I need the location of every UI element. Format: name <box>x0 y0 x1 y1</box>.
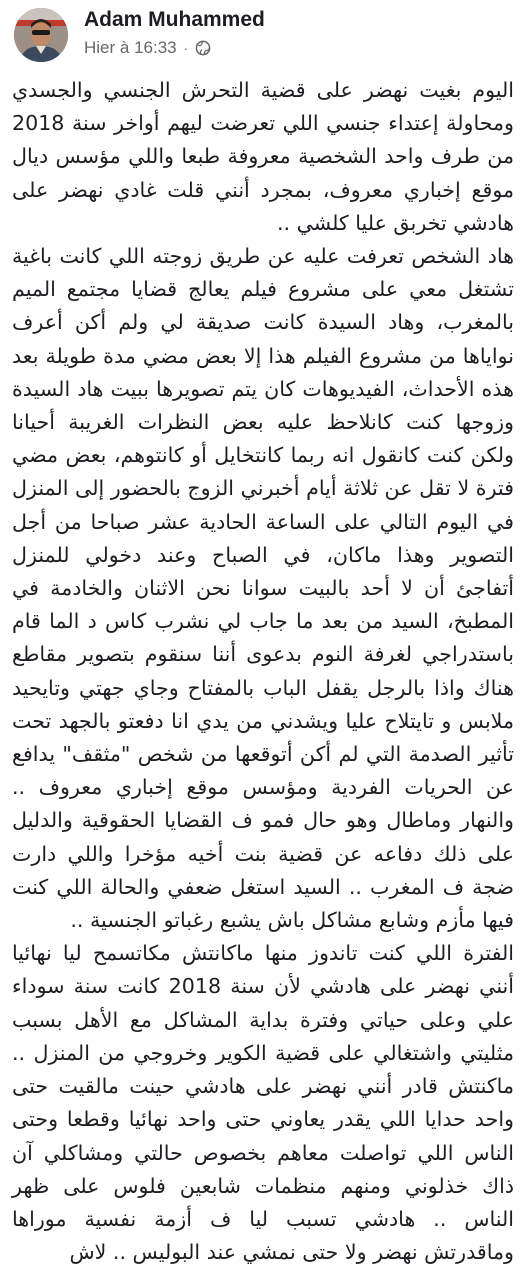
post-header <box>0 0 524 68</box>
post-paragraph: اليوم بغيت نهضر على قضية التحرش الجنسي والجسدي ومحاولة إعتداء جنسي اللي تعرضت ليهم أواخر سنة 2018 من طرف واحد الشخصية معروفة طبعا واللي مؤسس ديال موقع إخباري معروف، بمجرد أنني قلت غادي نهضر على هادشي تخربق عليا كلشي .. <box>12 78 514 235</box>
post-paragraph: الفترة اللي كنت تاندوز منها ماكانتش مكاتسمح ليا نهائيا أنني نهضر على هادشي لأن سنة 2018 كانت سنة سوداء علي وعلى حياتي وفترة بداية المشاكل مع الأهل بسبب مثليتي واشتغالي على قضية الكوير وخروجي من المنزل .. ماكنتش قادر أنني نهضر على هادشي حينت مالقيت حتى واحد حدايا اللي يقدر يعاوني حتى واحد نهائيا وقطعا وحتى الناس اللي تواصلت معاهم بخصوص حالتي ومشاكلي آن ذاك خذلوني ومنهم منظمات شابعين فلوس على ظهر الناس .. هادشي تسبب ليا ف أزمة نفسية موراها وماقدرتش نهضر ولا حتى نمشي عند البوليس .. لاش <box>12 941 514 1265</box>
author-name[interactable]: Adam Muhammed <box>84 8 265 31</box>
post-timestamp[interactable]: Hier à 16:33 <box>84 38 177 57</box>
profile-photo <box>14 8 68 62</box>
meta-separator: · <box>183 40 188 56</box>
globe-icon[interactable] <box>195 40 211 56</box>
post-paragraph: هاد الشخص تعرفت عليه عن طريق زوجته اللي كانت باغية تشتغل معي على مشروع فيلم يعالج قضايا مجتمع الميم بالمغرب، وهاد السيدة كانت صديقة لي ولم أكن أعرف نواياها من مشروع الفيلم هذا إلا بعض مضي مدة طويلة بعد هذه الأحداث، الفيديوهات كان يتم تصويرها ببيت هاد السيدة وزوجها كنت كانلاحظ عليه بعض النظرات الغريبة أحيانا ولكن كنت كانقول انه ربما كانتخايل أو كانتوهم، بعض مضي فترة لا تقل عن ثلاثة أيام أخبرني الزوج بالحضور إلى المنزل في اليوم التالي على الساعة الحادية عشر صباحا من أجل التصوير وهذا ماكان، في الصباح وعند دخولي للمنزل أتفاجئ أن لا أحد بالبيت سوانا نحن الاثنان والخادمة في المطبخ، السيد من بعد ما جاب لي نشرب كاس د الما قام باستدراجي لغرفة النوم بدعوى أننا سنقوم بتصوير مقاطع هناك واذا بالرجل يقفل الباب بالمفتاح وجاي جهتي وتايحيد ملابس و تايتلاح عليا ويشدني من يدي انا دفعتو بالجهد تحت تأثير الصدمة التي لم أكن أتوقعها من شخص "مثقف" يدافع عن الحريات الفردية ومؤسس موقع إخباري معروف .. والنهار وماطال وهو حال فمو ف القضايا الحقوقية والدليل على ذلك دفاعه عن قضية بنت أخيه مؤخرا واللي دارت ضجة ف المغرب .. السيد استغل ضعفي والحالة اللي كنت فيها مأزم وشابع مشاكل باش يشبع رغباتو الجنسية .. <box>12 244 514 933</box>
post-meta <box>84 38 211 58</box>
avatar[interactable] <box>14 8 68 62</box>
post-body <box>12 74 514 1269</box>
